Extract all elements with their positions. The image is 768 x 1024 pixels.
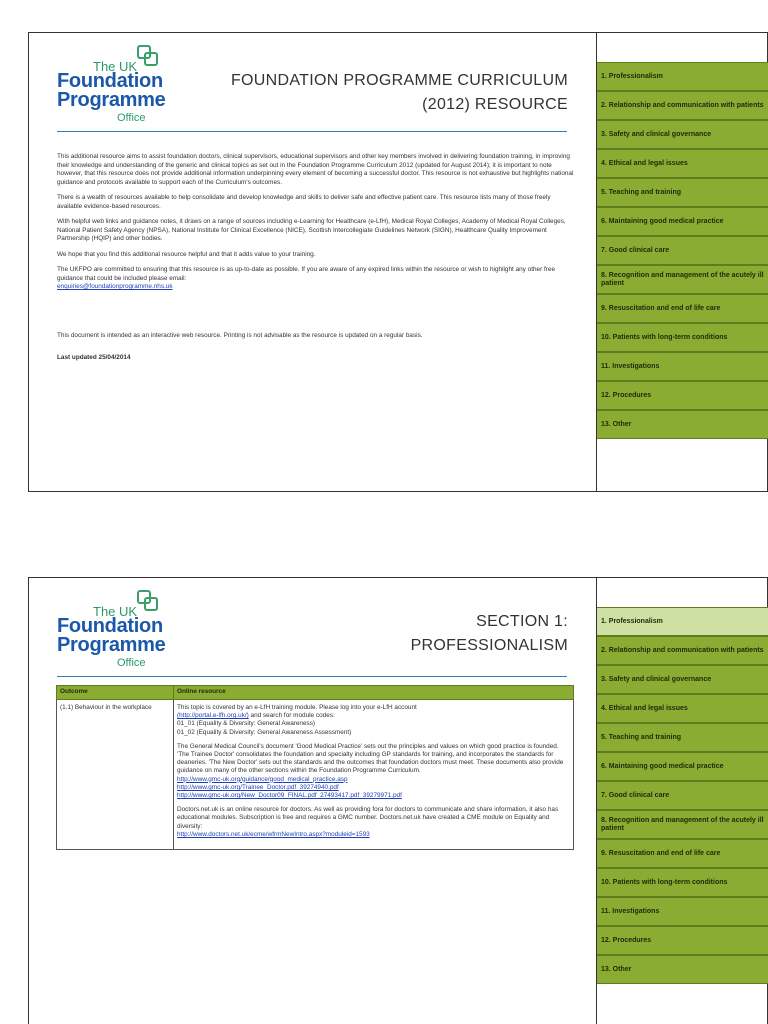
gmc-new-doctor-link[interactable]: http://www.gmc-uk.org/New_Doctor09_FINAL.pdf_27493417.pdf_39279971.pdf [177, 792, 402, 800]
module-code: 01_02 (Equality & Diversity: General Awareness Assessment) [177, 728, 352, 736]
gmc-good-practice-link[interactable]: http://www.gmc-uk.org/guidance/good_medical_practice.asp [177, 775, 348, 783]
nav-item-professionalism[interactable]: 1. Professionalism [597, 607, 768, 636]
section-title-line-2: PROFESSIONALISM [410, 637, 568, 654]
doctors-net-link[interactable]: http://www.doctors.net.uk/ecme/wfrmNewIntro.aspx?moduleid=1593 [177, 830, 370, 838]
intro-paragraph [57, 266, 575, 292]
nav-item-ethical[interactable]: 4. Ethical and legal issues [597, 694, 768, 723]
outcome-table [56, 685, 574, 850]
nav-item-relationship[interactable]: 2. Relationship and communication with patients [597, 636, 768, 665]
nav-item-acutely-ill[interactable]: 8. Recognition and management of the acutely ill patient [597, 265, 768, 294]
nav-item-ethical[interactable]: 4. Ethical and legal issues [597, 149, 768, 178]
module-code: 01_01 (Equality & Diversity: General Awareness) [177, 720, 316, 728]
resource-cell [174, 700, 574, 850]
ukfpo-logo [55, 45, 205, 131]
nav-item-relationship[interactable]: 2. Relationship and communication with patients [597, 91, 768, 120]
logo-text-foundation: Foundation [57, 615, 163, 637]
elfh-link[interactable]: (http://portal.e-lfh.org.uk/) [177, 712, 249, 720]
table-header-row [57, 686, 574, 700]
nav-item-clinical-care[interactable]: 7. Good clinical care [597, 236, 768, 265]
nav-item-long-term[interactable]: 10. Patients with long-term conditions [597, 868, 768, 897]
nav-item-procedures[interactable]: 12. Procedures [597, 926, 768, 955]
intro-text [57, 153, 575, 370]
logo-text-office: Office [117, 657, 146, 669]
intro-paragraph: This additional resource aims to assist foundation doctors, clinical supervisors, educational supervisors and other key members involved in delivering foundation training, in improving their knowledge and understanding of the generic and clinical topics as set out in the Foundation Programme Curriculum 2012 (updated for August 2014); it is important to note however, that this resource does not provide additional information underpinning every element of becoming a successful doctor. This resource is not exhaustive but highlights national guidance and protocols available to support each of the Curriculum's outcomes. [57, 153, 574, 186]
nav-item-maintaining[interactable]: 6. Maintaining good medical practice [597, 207, 768, 236]
section-nav-list [597, 607, 768, 984]
resource-text: and search for module codes: [248, 712, 335, 720]
logo-text-foundation: Foundation [57, 70, 163, 92]
header-online-resource: Online resource [174, 686, 574, 700]
resource-paragraph [177, 743, 570, 800]
header-outcome: Outcome [57, 686, 174, 700]
section-title-line-1: SECTION 1: [476, 613, 568, 630]
logo-text-uk: The UK [93, 59, 138, 74]
title-divider [57, 131, 567, 132]
resource-text: This topic is covered by an e-LfH training module. Please log into your e-LfH account [177, 704, 417, 711]
logo-square-icon [144, 597, 158, 611]
nav-item-investigations[interactable]: 11. Investigations [597, 352, 768, 381]
nav-item-professionalism[interactable]: 1. Professionalism [597, 62, 768, 91]
table-row [57, 700, 574, 850]
section-nav-header [597, 578, 768, 607]
section-nav [596, 33, 768, 491]
nav-item-clinical-care[interactable]: 7. Good clinical care [597, 781, 768, 810]
resource-paragraph [177, 806, 570, 839]
print-notice: This document is intended as an interactive web resource. Printing is not advisable as the resource is updated on a regular basis. [57, 331, 423, 339]
logo-text-programme: Programme [57, 634, 166, 656]
page-2-main [29, 578, 596, 1024]
ukfpo-logo [55, 590, 205, 676]
nav-item-safety[interactable]: 3. Safety and clinical governance [597, 665, 768, 694]
resource-text: The General Medical Council's document 'Good Medical Practice' sets out the principles and values on which good practice is founded. 'The Trainee Doctor' consolidates the foundation and specialty including GP standards for training, and incorporates the standards for deaneries. 'The New Doctor' sets out the standards and the outcomes that foundation doctors must meet. These documents also provide guidance on many of the other sections within the Foundation Programme Curriculum. [177, 742, 564, 775]
nav-item-resuscitation[interactable]: 9. Resuscitation and end of life care [597, 839, 768, 868]
nav-item-teaching[interactable]: 5. Teaching and training [597, 178, 768, 207]
logo-text-uk: The UK [93, 604, 138, 619]
gmc-trainee-doctor-link[interactable]: http://www.gmc-uk.org/Trainee_Doctor.pdf_39274940.pdf [177, 783, 339, 791]
nav-item-other[interactable]: 13. Other [597, 410, 768, 439]
page-title-line-1: FOUNDATION PROGRAMME CURRICULUM [230, 72, 568, 89]
intro-paragraph: We hope that you find this additional resource helpful and that it adds value to your training. [57, 250, 316, 258]
nav-item-investigations[interactable]: 11. Investigations [597, 897, 768, 926]
nav-item-other[interactable]: 13. Other [597, 955, 768, 984]
resource-paragraph [177, 704, 570, 737]
nav-item-resuscitation[interactable]: 9. Resuscitation and end of life care [597, 294, 768, 323]
nav-item-maintaining[interactable]: 6. Maintaining good medical practice [597, 752, 768, 781]
section-nav [596, 578, 768, 1024]
page-2 [28, 577, 768, 1024]
resource-text: Doctors.net.uk is an online resource for doctors. As well as providing fora for doctors to communicate and share information, it also has educational modules. Subscription is free and requires a GMC number. Doctors.net.uk have created a CME module on Equality and diversity: [177, 806, 559, 830]
nav-item-safety[interactable]: 3. Safety and clinical governance [597, 120, 768, 149]
nav-item-procedures[interactable]: 12. Procedures [597, 381, 768, 410]
logo-text-programme: Programme [57, 89, 166, 111]
feedback-text: The UKFPO are committed to ensuring that this resource is as up-to-date as possible. If you are aware of any expired links within the resource or wish to highlight any other free guidance that could be included please email: [57, 266, 556, 282]
page-title-line-2: (2012) RESOURCE [422, 96, 568, 113]
page-1-main [29, 33, 596, 491]
nav-item-acutely-ill[interactable]: 8. Recognition and management of the acutely ill patient [597, 810, 768, 839]
logo-text-office: Office [117, 112, 146, 124]
intro-paragraph: There is a wealth of resources available to help consolidate and develop knowledge and skills to deliver safe and effective patient care. This resource lists many of those freely available evidence-based resources. [57, 194, 551, 210]
title-divider [57, 676, 567, 677]
logo-square-icon [144, 52, 158, 66]
section-nav-list [597, 62, 768, 439]
email-link[interactable]: enquiries@foundationprogramme.nhs.uk [57, 283, 173, 290]
last-updated: Last updated 25/04/2014 [57, 354, 131, 361]
page-1 [28, 32, 768, 492]
outcome-cell: (1.1) Behaviour in the workplace [57, 700, 174, 850]
intro-paragraph: With helpful web links and guidance notes, it draws on a range of sources including e-Learning for Healthcare (e-LfH), Medical Royal Colleges, Academy of Medical Royal Colleges, National Patient Safety Agency (NPSA), National Institute for Clinical Excellence (NICE), Scottish Intercollegiate Guidelines Network (SIGN), Healthcare Quality Improvement Partnership (HQIP) and other bodies. [57, 218, 566, 242]
section-title [411, 610, 568, 658]
nav-item-long-term[interactable]: 10. Patients with long-term conditions [597, 323, 768, 352]
section-nav-header [597, 33, 768, 62]
nav-item-teaching[interactable]: 5. Teaching and training [597, 723, 768, 752]
page-title [231, 69, 568, 117]
